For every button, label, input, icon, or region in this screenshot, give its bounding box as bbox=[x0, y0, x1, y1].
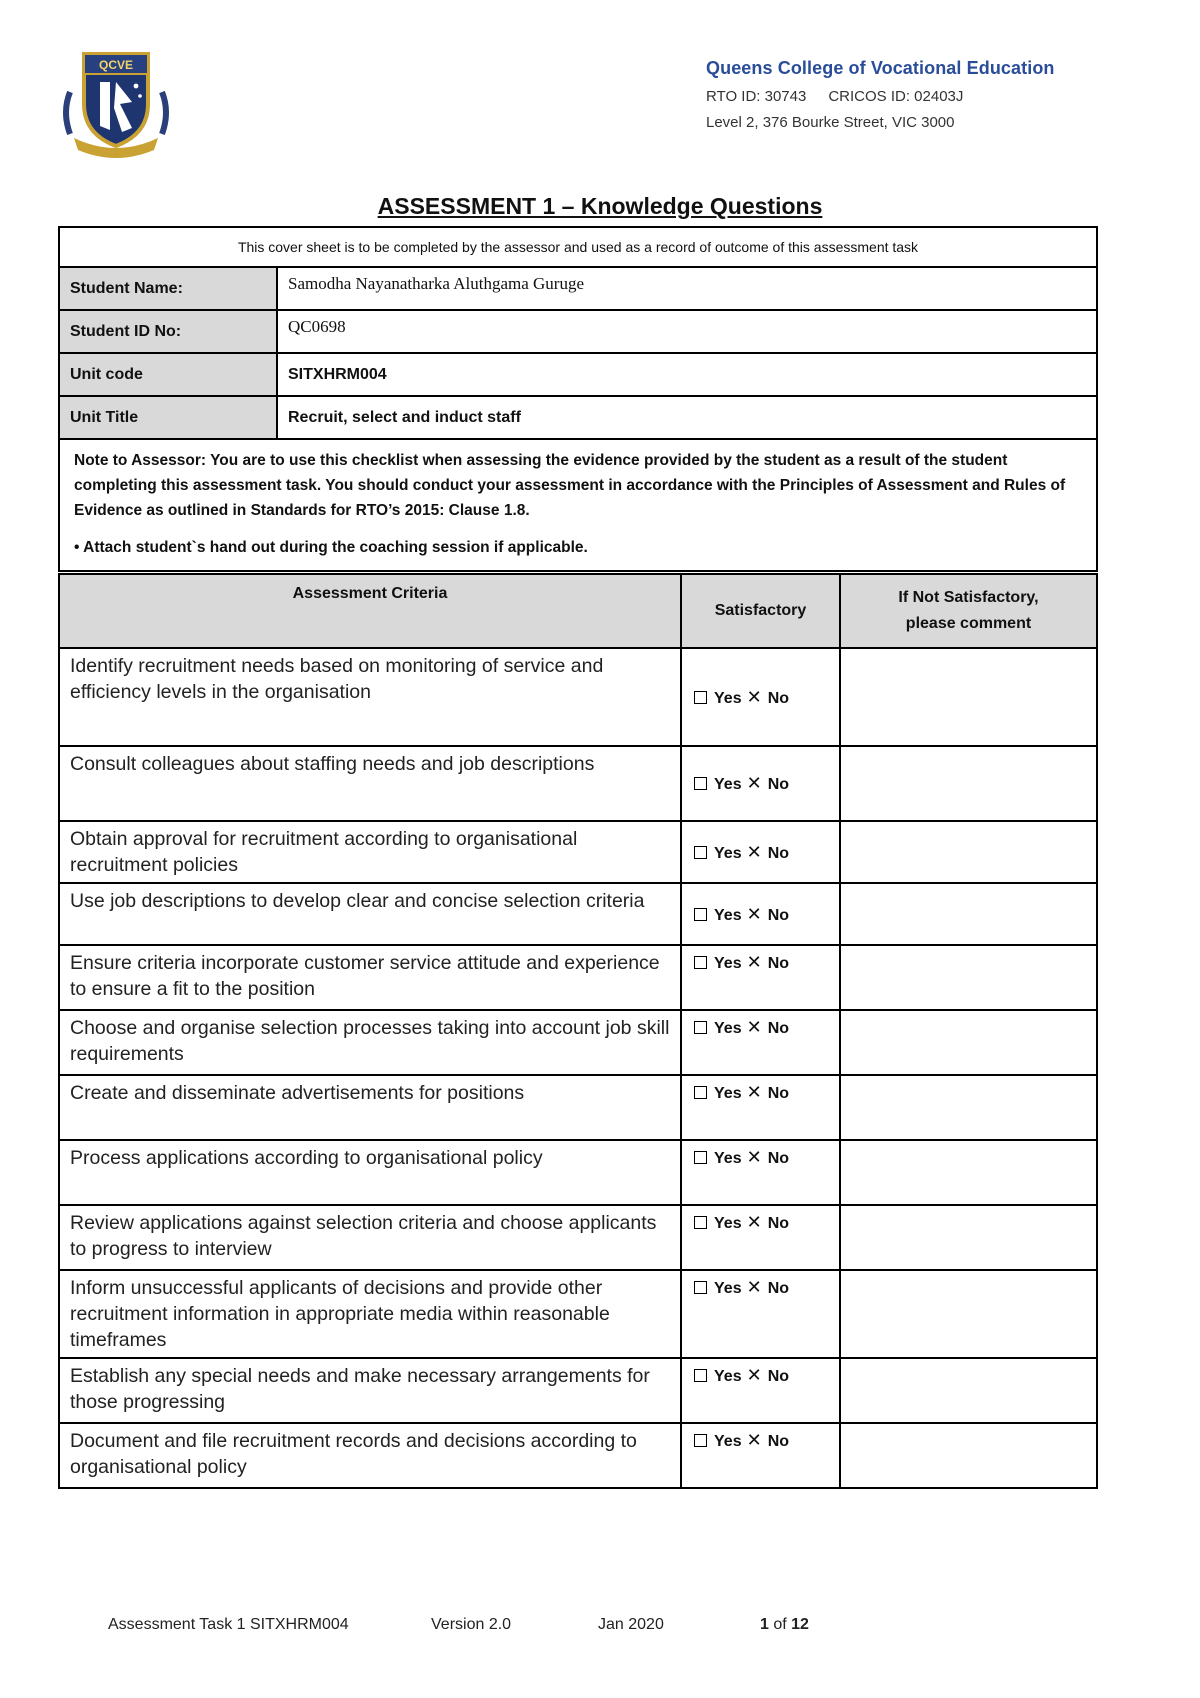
no-label: No bbox=[767, 1215, 790, 1232]
yes-label: Yes bbox=[714, 1020, 742, 1037]
no-label: No bbox=[767, 1150, 790, 1167]
satisfactory-cell bbox=[681, 746, 840, 821]
attach-instruction: • Attach student`s hand out during the coaching session if applicable. bbox=[74, 539, 588, 556]
footer-page-current: 1 bbox=[760, 1616, 769, 1633]
yes-label: Yes bbox=[714, 1150, 742, 1167]
yes-checkbox[interactable] bbox=[694, 1151, 707, 1164]
no-cross-mark-icon[interactable]: ✕ bbox=[746, 903, 762, 924]
cover-intro: This cover sheet is to be completed by the assessor and used as a record of outcome of this assessment task bbox=[59, 227, 1097, 267]
criteria-row bbox=[59, 648, 1097, 746]
criteria-row bbox=[59, 883, 1097, 945]
yes-label: Yes bbox=[714, 1085, 742, 1102]
footer-page-of: of bbox=[773, 1616, 787, 1633]
satisfactory-header: Satisfactory bbox=[681, 574, 840, 648]
criteria-row bbox=[59, 1205, 1097, 1270]
comment-cell[interactable] bbox=[840, 1270, 1097, 1358]
comment-cell[interactable] bbox=[840, 1010, 1097, 1075]
yes-label: Yes bbox=[714, 1280, 742, 1297]
criterion-text: Create and disseminate advertisements for positions bbox=[59, 1075, 681, 1140]
satisfactory-cell bbox=[681, 1270, 840, 1358]
no-label: No bbox=[767, 689, 790, 707]
yes-label: Yes bbox=[714, 844, 742, 862]
no-cross-mark-icon[interactable]: ✕ bbox=[746, 1365, 762, 1385]
comment-cell[interactable] bbox=[840, 883, 1097, 945]
no-cross-mark-icon[interactable]: ✕ bbox=[746, 1212, 762, 1232]
no-label: No bbox=[767, 1280, 790, 1297]
footer-task: Assessment Task 1 SITXHRM004 bbox=[108, 1616, 349, 1633]
satisfactory-cell bbox=[681, 1010, 840, 1075]
unit-title-label: Unit Title bbox=[59, 396, 277, 439]
yes-checkbox[interactable] bbox=[694, 846, 707, 859]
satisfactory-cell bbox=[681, 1205, 840, 1270]
yes-checkbox[interactable] bbox=[694, 908, 707, 921]
yes-checkbox[interactable] bbox=[694, 691, 707, 704]
criteria-row bbox=[59, 821, 1097, 883]
criteria-row bbox=[59, 1010, 1097, 1075]
criteria-row bbox=[59, 945, 1097, 1010]
yes-checkbox[interactable] bbox=[694, 1021, 707, 1034]
criterion-text: Review applications against selection criteria and choose applicants to progress to interview bbox=[59, 1205, 681, 1270]
criteria-header: Assessment Criteria bbox=[59, 574, 681, 648]
criteria-row bbox=[59, 1270, 1097, 1358]
yes-label: Yes bbox=[714, 955, 742, 972]
satisfactory-cell bbox=[681, 1423, 840, 1488]
footer-page-number bbox=[760, 1616, 809, 1634]
criteria-row bbox=[59, 1358, 1097, 1423]
comment-cell[interactable] bbox=[840, 1358, 1097, 1423]
no-cross-mark-icon[interactable]: ✕ bbox=[746, 773, 762, 793]
footer-version: Version 2.0 bbox=[431, 1616, 512, 1633]
comment-cell[interactable] bbox=[840, 1140, 1097, 1205]
comment-header-line1: If Not Satisfactory, bbox=[898, 589, 1039, 606]
student-name-label: Student Name: bbox=[59, 267, 277, 310]
satisfactory-cell bbox=[681, 1358, 840, 1423]
cricos-id: CRICOS ID: 02403J bbox=[828, 88, 964, 105]
no-cross-mark-icon[interactable]: ✕ bbox=[746, 841, 762, 862]
criterion-text: Establish any special needs and make necessary arrangements for those progressing bbox=[59, 1358, 681, 1423]
yes-label: Yes bbox=[714, 689, 742, 707]
criterion-text: Use job descriptions to develop clear and concise selection criteria bbox=[59, 883, 681, 945]
criterion-text: Ensure criteria incorporate customer service attitude and experience to ensure a fit to the position bbox=[59, 945, 681, 1010]
yes-checkbox[interactable] bbox=[694, 1086, 707, 1099]
no-cross-mark-icon[interactable]: ✕ bbox=[746, 1147, 762, 1167]
no-cross-mark-icon[interactable]: ✕ bbox=[746, 1082, 762, 1102]
footer-date: Jan 2020 bbox=[598, 1616, 664, 1633]
satisfactory-cell bbox=[681, 648, 840, 746]
college-logo bbox=[56, 42, 176, 162]
assessor-note bbox=[59, 439, 1097, 571]
no-cross-mark-icon[interactable]: ✕ bbox=[746, 1017, 762, 1037]
criteria-row bbox=[59, 1423, 1097, 1488]
satisfactory-cell bbox=[681, 821, 840, 883]
criterion-text: Choose and organise selection processes taking into account job skill requirements bbox=[59, 1010, 681, 1075]
comment-cell[interactable] bbox=[840, 746, 1097, 821]
no-label: No bbox=[767, 1020, 790, 1037]
comment-header bbox=[840, 574, 1097, 648]
comment-cell[interactable] bbox=[840, 1075, 1097, 1140]
yes-label: Yes bbox=[714, 1433, 742, 1450]
yes-label: Yes bbox=[714, 1368, 742, 1385]
college-ids bbox=[706, 88, 1166, 105]
unit-code-value: SITXHRM004 bbox=[277, 353, 1097, 396]
yes-checkbox[interactable] bbox=[694, 1369, 707, 1382]
comment-cell[interactable] bbox=[840, 821, 1097, 883]
footer-page-total: 12 bbox=[791, 1616, 809, 1633]
criterion-text: Process applications according to organisational policy bbox=[59, 1140, 681, 1205]
yes-label: Yes bbox=[714, 1215, 742, 1232]
comment-header-line2: please comment bbox=[905, 615, 1032, 632]
college-details bbox=[706, 58, 1166, 131]
no-label: No bbox=[767, 906, 790, 924]
satisfactory-cell bbox=[681, 883, 840, 945]
page-title: ASSESSMENT 1 – Knowledge Questions bbox=[377, 193, 823, 219]
college-name: Queens College of Vocational Education bbox=[706, 58, 1055, 78]
comment-cell[interactable] bbox=[840, 945, 1097, 1010]
criterion-text: Document and file recruitment records and decisions according to organisational policy bbox=[59, 1423, 681, 1488]
no-cross-mark-icon[interactable]: ✕ bbox=[746, 686, 762, 707]
no-label: No bbox=[767, 776, 790, 793]
yes-checkbox[interactable] bbox=[694, 956, 707, 969]
no-cross-mark-icon[interactable]: ✕ bbox=[746, 952, 762, 972]
yes-checkbox[interactable] bbox=[694, 777, 707, 790]
comment-cell[interactable] bbox=[840, 1423, 1097, 1488]
student-name-field[interactable]: Samodha Nayanatharka Aluthgama Guruge bbox=[277, 267, 1097, 310]
criterion-text: Obtain approval for recruitment according to organisational recruitment policies bbox=[59, 821, 681, 883]
criteria-row bbox=[59, 1140, 1097, 1205]
no-label: No bbox=[767, 844, 790, 862]
no-label: No bbox=[767, 955, 790, 972]
yes-checkbox[interactable] bbox=[694, 1281, 707, 1294]
assessor-note-text: Note to Assessor: You are to use this checklist when assessing the evidence provided by the student as a result of the student completing this assessment task. You should conduct your assessment in accordance with the Principles of Assessment and Rules of Evidence as outlined in Standards for RTO’s 2015: Clause 1.8. bbox=[74, 452, 1066, 519]
rto-id: RTO ID: 30743 bbox=[706, 88, 807, 105]
yes-label: Yes bbox=[714, 776, 742, 793]
no-cross-mark-icon[interactable]: ✕ bbox=[746, 1430, 762, 1450]
student-id-label: Student ID No: bbox=[59, 310, 277, 353]
criterion-text: Inform unsuccessful applicants of decisions and provide other recruitment information in appropriate media within reasonable timeframes bbox=[59, 1270, 681, 1358]
student-id-field[interactable]: QC0698 bbox=[277, 310, 1097, 353]
criteria-row bbox=[59, 1075, 1097, 1140]
no-label: No bbox=[767, 1433, 790, 1450]
comment-cell[interactable] bbox=[840, 648, 1097, 746]
yes-checkbox[interactable] bbox=[694, 1434, 707, 1447]
criteria-row bbox=[59, 746, 1097, 821]
no-label: No bbox=[767, 1368, 790, 1385]
unit-title-value: Recruit, select and induct staff bbox=[277, 396, 1097, 439]
satisfactory-cell bbox=[681, 1075, 840, 1140]
logo-text: QCVE bbox=[98, 58, 134, 72]
criteria-table bbox=[58, 573, 1098, 1489]
yes-checkbox[interactable] bbox=[694, 1216, 707, 1229]
criterion-text: Consult colleagues about staffing needs and job descriptions bbox=[59, 746, 681, 821]
satisfactory-cell bbox=[681, 1140, 840, 1205]
satisfactory-cell bbox=[681, 945, 840, 1010]
unit-code-label: Unit code bbox=[59, 353, 277, 396]
college-address: Level 2, 376 Bourke Street, VIC 3000 bbox=[706, 114, 955, 131]
criteria-rows bbox=[59, 648, 1097, 1488]
comment-cell[interactable] bbox=[840, 1205, 1097, 1270]
cover-sheet-table bbox=[58, 226, 1098, 572]
no-cross-mark-icon[interactable]: ✕ bbox=[746, 1277, 762, 1297]
criterion-text: Identify recruitment needs based on monitoring of service and efficiency levels in the organisation bbox=[59, 648, 681, 746]
yes-label: Yes bbox=[714, 906, 742, 924]
no-label: No bbox=[767, 1085, 790, 1102]
